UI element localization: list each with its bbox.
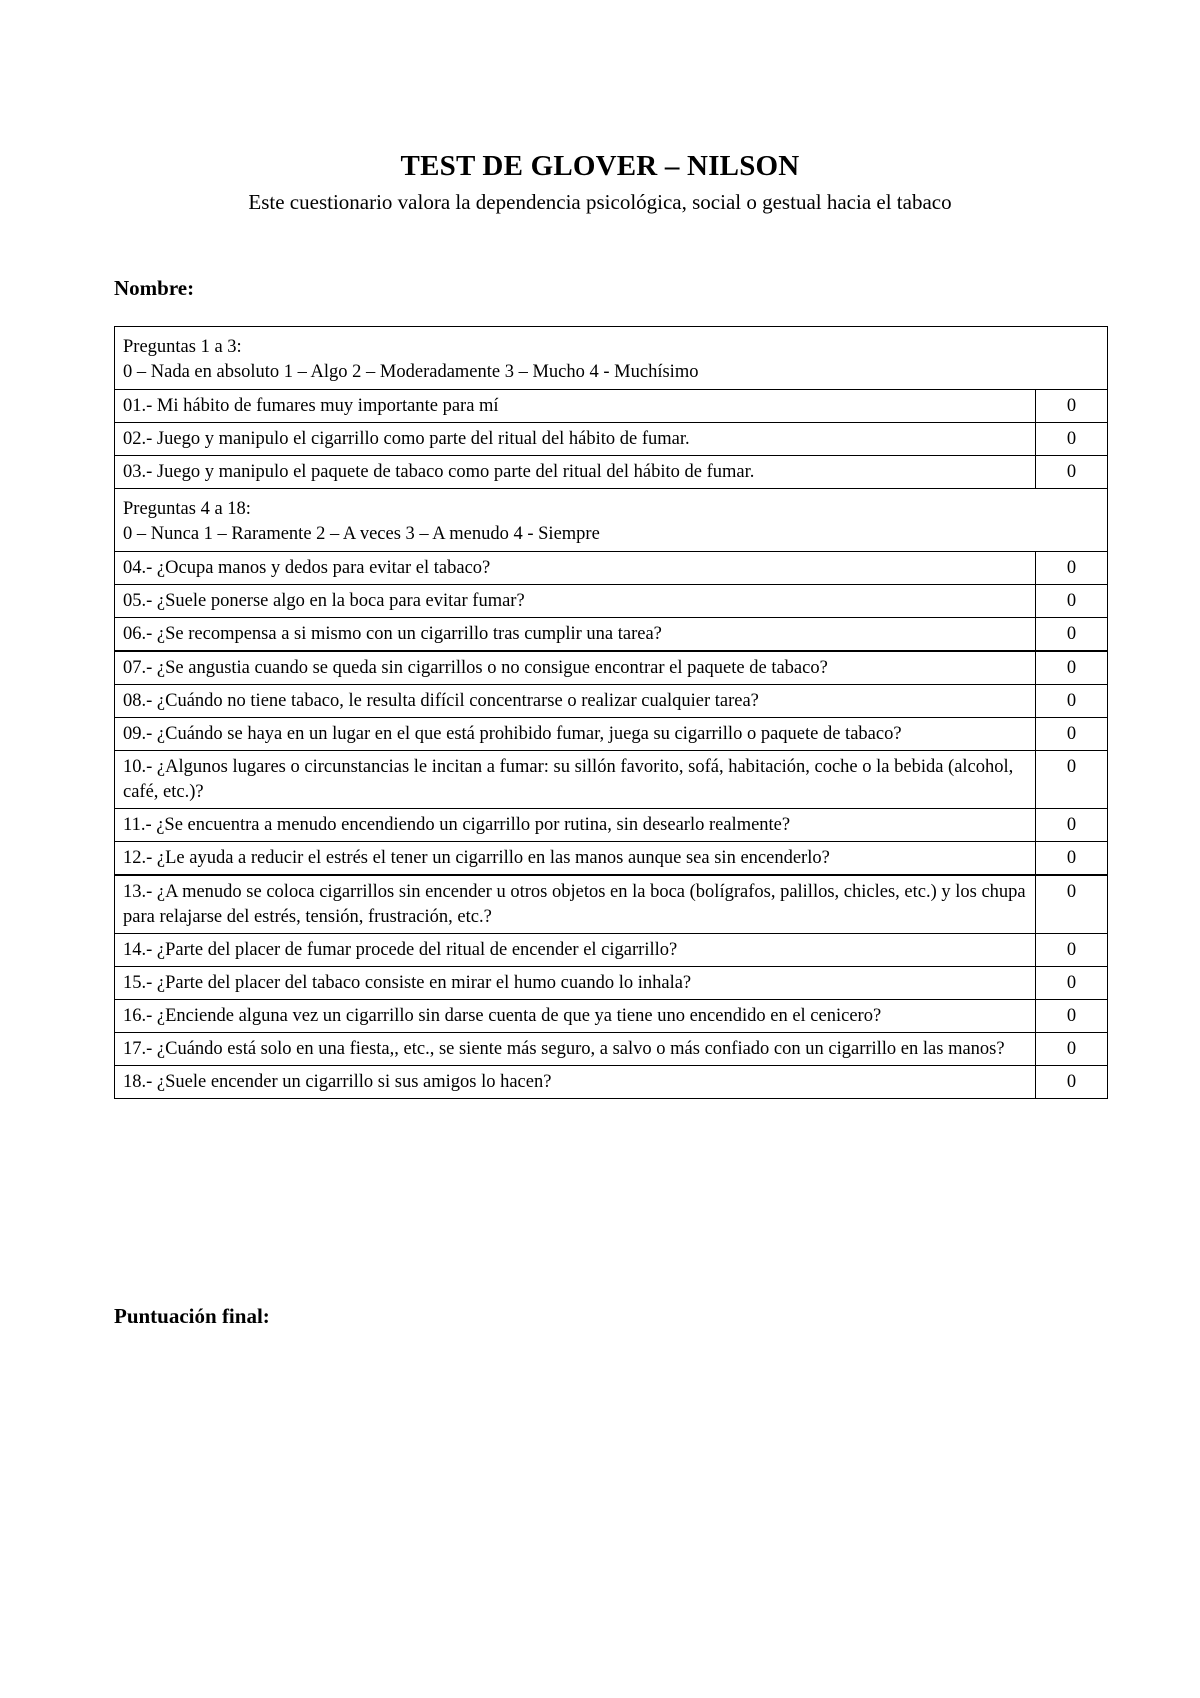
question-row <box>115 685 1108 718</box>
question-text: 09.- ¿Cuándo se haya en un lugar en el que está prohibido fumar, juega su cigarrillo o paquete de tabaco? <box>115 718 1036 751</box>
question-text: 17.- ¿Cuándo está solo en una fiesta,, etc., se siente más seguro, a salvo o más confiado con un cigarrillo en las manos? <box>115 1033 1036 1066</box>
question-text: 11.- ¿Se encuentra a menudo encendiendo un cigarrillo por rutina, sin desearlo realmente? <box>115 809 1036 842</box>
question-text: 07.- ¿Se angustia cuando se queda sin cigarrillos o no consigue encontrar el paquete de tabaco? <box>115 651 1036 685</box>
section-heading: Preguntas 1 a 3: <box>123 337 242 357</box>
question-score[interactable]: 0 <box>1036 585 1108 618</box>
question-text: 14.- ¿Parte del placer de fumar procede del ritual de encender el cigarrillo? <box>115 934 1036 967</box>
question-score[interactable]: 0 <box>1036 552 1108 585</box>
question-text: 16.- ¿Enciende alguna vez un cigarrillo sin darse cuenta de que ya tiene uno encendido en el cenicero? <box>115 1000 1036 1033</box>
question-score[interactable]: 0 <box>1036 1066 1108 1099</box>
page-title: TEST DE GLOVER – NILSON <box>400 150 800 182</box>
question-score[interactable]: 0 <box>1036 718 1108 751</box>
question-score[interactable]: 0 <box>1036 1000 1108 1033</box>
question-row <box>115 875 1108 934</box>
question-text: 01.- Mi hábito de fumares muy importante para mí <box>115 390 1036 423</box>
section-heading-row <box>115 327 1108 390</box>
question-row <box>115 618 1108 652</box>
question-text: 05.- ¿Suele ponerse algo en la boca para evitar fumar? <box>115 585 1036 618</box>
question-row <box>115 842 1108 876</box>
section-heading-cell <box>115 489 1108 552</box>
questionnaire-table <box>114 326 1108 1099</box>
question-score[interactable]: 0 <box>1036 618 1108 652</box>
section-heading-row <box>115 489 1108 552</box>
question-row <box>115 751 1108 809</box>
question-row <box>115 390 1108 423</box>
question-text: 06.- ¿Se recompensa a si mismo con un cigarrillo tras cumplir una tarea? <box>115 618 1036 652</box>
question-score[interactable]: 0 <box>1036 934 1108 967</box>
question-text: 13.- ¿A menudo se coloca cigarrillos sin encender u otros objetos en la boca (bolígrafos, palillos, chicles, etc.) y los chupa para relajarse del estrés, tensión, frustración, etc.? <box>115 875 1036 934</box>
question-score[interactable]: 0 <box>1036 390 1108 423</box>
question-row <box>115 423 1108 456</box>
section-scale: 0 – Nunca 1 – Raramente 2 – A veces 3 – A menudo 4 - Siempre <box>123 524 600 544</box>
page-subtitle: Este cuestionario valora la dependencia psicológica, social o gestual hacia el tabaco <box>248 190 952 214</box>
question-score[interactable]: 0 <box>1036 423 1108 456</box>
question-text: 10.- ¿Algunos lugares o circunstancias le incitan a fumar: su sillón favorito, sofá, habitación, coche o la bebida (alcohol, café, etc.)? <box>115 751 1036 809</box>
question-text: 02.- Juego y manipulo el cigarrillo como parte del ritual del hábito de fumar. <box>115 423 1036 456</box>
question-row <box>115 967 1108 1000</box>
question-score[interactable]: 0 <box>1036 751 1108 809</box>
question-score[interactable]: 0 <box>1036 456 1108 489</box>
question-score[interactable]: 0 <box>1036 685 1108 718</box>
question-text: 12.- ¿Le ayuda a reducir el estrés el tener un cigarrillo en las manos aunque sea sin encenderlo? <box>115 842 1036 876</box>
question-row <box>115 552 1108 585</box>
question-score[interactable]: 0 <box>1036 1033 1108 1066</box>
question-row <box>115 1033 1108 1066</box>
question-row <box>115 809 1108 842</box>
question-score[interactable]: 0 <box>1036 875 1108 934</box>
question-text: 04.- ¿Ocupa manos y dedos para evitar el tabaco? <box>115 552 1036 585</box>
section-heading-cell <box>115 327 1108 390</box>
question-row <box>115 585 1108 618</box>
question-text: 08.- ¿Cuándo no tiene tabaco, le resulta difícil concentrarse o realizar cualquier tarea? <box>115 685 1036 718</box>
question-score[interactable]: 0 <box>1036 842 1108 876</box>
final-score-label: Puntuación final: <box>114 1304 270 1328</box>
section-scale: 0 – Nada en absoluto 1 – Algo 2 – Moderadamente 3 – Mucho 4 - Muchísimo <box>123 362 699 382</box>
question-score[interactable]: 0 <box>1036 651 1108 685</box>
question-row <box>115 934 1108 967</box>
section-heading: Preguntas 4 a 18: <box>123 499 251 519</box>
question-row <box>115 1000 1108 1033</box>
question-text: 18.- ¿Suele encender un cigarrillo si sus amigos lo hacen? <box>115 1066 1036 1099</box>
question-text: 03.- Juego y manipulo el paquete de tabaco como parte del ritual del hábito de fumar. <box>115 456 1036 489</box>
name-label: Nombre: <box>114 276 195 300</box>
question-row <box>115 718 1108 751</box>
question-row <box>115 651 1108 685</box>
question-score[interactable]: 0 <box>1036 967 1108 1000</box>
question-text: 15.- ¿Parte del placer del tabaco consiste en mirar el humo cuando lo inhala? <box>115 967 1036 1000</box>
question-row <box>115 456 1108 489</box>
question-row <box>115 1066 1108 1099</box>
question-score[interactable]: 0 <box>1036 809 1108 842</box>
